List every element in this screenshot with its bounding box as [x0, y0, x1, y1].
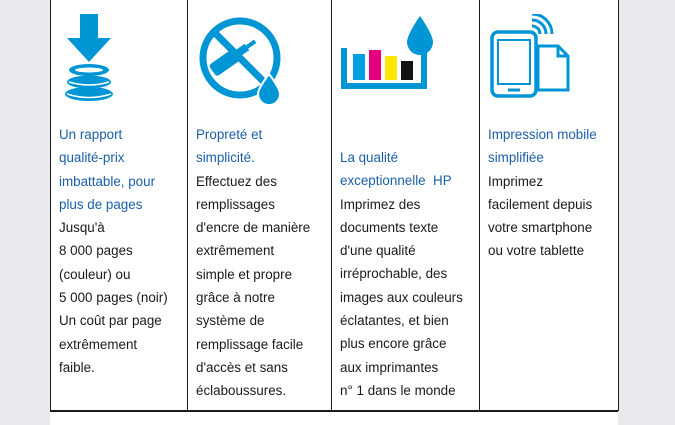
body-line: images aux couleurs: [340, 289, 463, 305]
feature-text: [340, 146, 463, 402]
body-line: d'encre de manière: [196, 220, 311, 236]
feature-column-clean: [187, 0, 331, 411]
body-line: Jusqu'à: [59, 220, 105, 236]
feature-text: [488, 123, 597, 263]
body-line: système de: [196, 313, 265, 329]
feature-column-quality: [331, 0, 479, 411]
feature-column-value: [50, 0, 187, 411]
heading-line: imbattable, pour: [59, 173, 156, 189]
feature-column-mobile: [479, 0, 619, 411]
heading-line: qualité-prix: [59, 150, 125, 166]
heading-line: simplicité.: [196, 150, 255, 166]
feature-heading: [340, 146, 463, 193]
heading-line: Propreté et: [196, 127, 263, 142]
body-line: aux imprimantes: [340, 359, 439, 375]
body-line: ou votre tablette: [488, 243, 585, 259]
feature-body: [340, 193, 463, 403]
body-line: éclatantes, et bien: [340, 313, 449, 329]
feature-text: [196, 123, 310, 403]
feature-body: [59, 216, 168, 379]
body-line: faible.: [59, 359, 95, 375]
body-line: documents texte: [340, 219, 439, 235]
body-line: 8 000 pages: [59, 243, 133, 259]
heading-line: La qualité: [340, 150, 399, 165]
body-line: d'une qualité: [340, 243, 416, 259]
body-line: extrêmement: [59, 336, 138, 352]
table-bottom-border: [50, 410, 618, 412]
body-line: Effectuez des: [196, 173, 277, 189]
body-line: remplissages: [196, 196, 275, 212]
body-line: 5 000 pages (noir): [59, 290, 168, 306]
heading-line: simplifiée: [488, 150, 544, 166]
body-line: Imprimez: [488, 173, 544, 189]
body-line: n° 1 dans le monde: [340, 382, 456, 398]
body-line: irréprochable, des: [340, 266, 448, 282]
feature-body: [196, 170, 310, 403]
no-mess-ink-icon: [196, 14, 292, 106]
body-line: remplissage facile: [196, 336, 304, 352]
body-line: d'accès et sans: [196, 359, 288, 375]
body-line: Un coût par page: [59, 313, 162, 329]
body-line: facilement depuis: [488, 196, 593, 212]
heading-line: plus de pages: [59, 196, 143, 212]
body-line: Imprimez des: [340, 196, 421, 212]
feature-heading: [488, 123, 597, 170]
feature-heading: [59, 123, 168, 216]
heading-line: Un rapport: [59, 127, 123, 142]
body-line: extrêmement: [196, 243, 275, 259]
body-line: éclaboussures.: [196, 383, 287, 399]
mobile-print-icon: [488, 14, 574, 100]
heading-line: Impression mobile: [488, 127, 597, 142]
body-line: votre smartphone: [488, 220, 593, 236]
body-line: plus encore grâce: [340, 336, 447, 352]
ink-tank-icon: [340, 14, 440, 94]
body-line: (couleur) ou: [59, 266, 131, 282]
heading-line: exceptionnelle HP: [340, 173, 452, 189]
feature-body: [488, 170, 597, 263]
body-line: grâce à notre: [196, 290, 275, 306]
feature-heading: [196, 123, 310, 170]
download-coins-icon: [61, 14, 119, 104]
body-line: simple et propre: [196, 266, 293, 282]
feature-text: [59, 123, 168, 379]
